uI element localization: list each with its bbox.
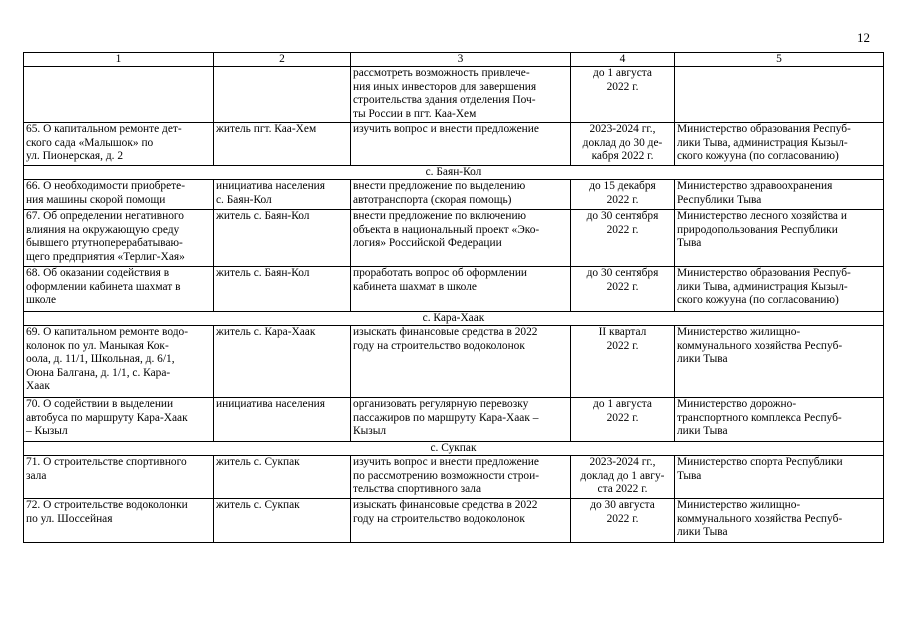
header-col-2: 2	[214, 53, 351, 67]
cell-initiator	[214, 67, 351, 123]
table-row	[24, 123, 884, 166]
cell-issue: 68. Об оказании содействия в оформлении кабинета шахмат в школе	[24, 267, 214, 312]
cell-responsible: Министерство образования Респуб- лики Тыва, администрация Кызыл- ского кожууна (по согласованию)	[675, 123, 884, 166]
cell-action: изучить вопрос и внести предложение	[351, 123, 571, 166]
cell-responsible: Министерство лесного хозяйства и природопользования Республики Тыва	[675, 210, 884, 267]
cell-deadline: до 30 сентября 2022 г.	[571, 267, 675, 312]
header-col-3: 3	[351, 53, 571, 67]
table-row	[24, 326, 884, 398]
cell-initiator: инициатива населения	[214, 398, 351, 442]
cell-issue	[24, 67, 214, 123]
cell-deadline: до 1 августа 2022 г.	[571, 398, 675, 442]
cell-deadline: до 30 августа 2022 г.	[571, 499, 675, 543]
cell-initiator: житель с. Сукпак	[214, 456, 351, 499]
table-row	[24, 210, 884, 267]
cell-action: организовать регулярную перевозку пассажиров по маршруту Кара-Хаак – Кызыл	[351, 398, 571, 442]
cell-responsible: Министерство спорта Республики Тыва	[675, 456, 884, 499]
section-title: с. Сукпак	[24, 442, 884, 456]
cell-action: внести предложение по включению объекта в национальный проект «Эко- логия» Российской Федерации	[351, 210, 571, 267]
header-col-1: 1	[24, 53, 214, 67]
cell-action: изыскать финансовые средства в 2022 году на строительство водоколонок	[351, 326, 571, 398]
cell-deadline: 2023-2024 гг., доклад до 30 де- кабря 2022 г.	[571, 123, 675, 166]
cell-deadline: II квартал 2022 г.	[571, 326, 675, 398]
cell-responsible: Министерство здравоохранения Республики Тыва	[675, 180, 884, 210]
table-row	[24, 67, 884, 123]
cell-initiator: житель с. Баян-Кол	[214, 210, 351, 267]
table-row	[24, 267, 884, 312]
cell-issue: 71. О строительстве спортивного зала	[24, 456, 214, 499]
cell-initiator: инициатива населения с. Баян-Кол	[214, 180, 351, 210]
table-header-row	[24, 53, 884, 67]
cell-deadline: до 1 августа 2022 г.	[571, 67, 675, 123]
header-col-5: 5	[675, 53, 884, 67]
cell-issue: 67. Об определении негативного влияния на окружающую среду бывшего ртутноперерабатываю- щего предприятия «Терлиг-Хая»	[24, 210, 214, 267]
page-number: 12	[857, 30, 870, 45]
cell-responsible: Министерство жилищно- коммунального хозяйства Респуб- лики Тыва	[675, 326, 884, 398]
cell-responsible: Министерство дорожно- транспортного комплекса Респуб- лики Тыва	[675, 398, 884, 442]
cell-action: внести предложение по выделению автотранспорта (скорая помощь)	[351, 180, 571, 210]
cell-deadline: 2023-2024 гг., доклад до 1 авгу- ста 2022 г.	[571, 456, 675, 499]
header-col-4: 4	[571, 53, 675, 67]
measures-table	[23, 52, 884, 543]
cell-responsible: Министерство образования Респуб- лики Тыва, администрация Кызыл- ского кожууна (по согласованию)	[675, 267, 884, 312]
cell-deadline: до 15 декабря 2022 г.	[571, 180, 675, 210]
cell-action: изыскать финансовые средства в 2022 году на строительство водоколонок	[351, 499, 571, 543]
table-row	[24, 456, 884, 499]
cell-action: рассмотреть возможность привлече- ния иных инвесторов для завершения строительства здания отделения Поч- ты России в пгт. Каа-Хем	[351, 67, 571, 123]
cell-responsible: Министерство жилищно- коммунального хозяйства Респуб- лики Тыва	[675, 499, 884, 543]
cell-issue: 72. О строительстве водоколонки по ул. Шоссейная	[24, 499, 214, 543]
table-row	[24, 499, 884, 543]
cell-issue: 69. О капитальном ремонте водо- колонок по ул. Маныкая Кок- оола, д. 11/1, Школьная, д. 6/1, Оюна Балгана, д. 1/1, с. Кара- Хаак	[24, 326, 214, 398]
cell-initiator: житель пгт. Каа-Хем	[214, 123, 351, 166]
table-row	[24, 398, 884, 442]
cell-issue: 70. О содействии в выделении автобуса по маршруту Кара-Хаак – Кызыл	[24, 398, 214, 442]
cell-action: изучить вопрос и внести предложение по рассмотрению возможности строи- тельства спортивного зала	[351, 456, 571, 499]
cell-issue: 66. О необходимости приобрете- ния машины скорой помощи	[24, 180, 214, 210]
section-title: с. Баян-Кол	[24, 166, 884, 180]
cell-issue: 65. О капитальном ремонте дет- ского сада «Малышок» по ул. Пионерская, д. 2	[24, 123, 214, 166]
section-row	[24, 166, 884, 180]
cell-initiator: житель с. Сукпак	[214, 499, 351, 543]
cell-initiator: житель с. Баян-Кол	[214, 267, 351, 312]
cell-deadline: до 30 сентября 2022 г.	[571, 210, 675, 267]
cell-responsible	[675, 67, 884, 123]
cell-action: проработать вопрос об оформлении кабинета шахмат в школе	[351, 267, 571, 312]
table-row	[24, 180, 884, 210]
section-row	[24, 442, 884, 456]
cell-initiator: житель с. Кара-Хаак	[214, 326, 351, 398]
section-title: с. Кара-Хаак	[24, 312, 884, 326]
section-row	[24, 312, 884, 326]
